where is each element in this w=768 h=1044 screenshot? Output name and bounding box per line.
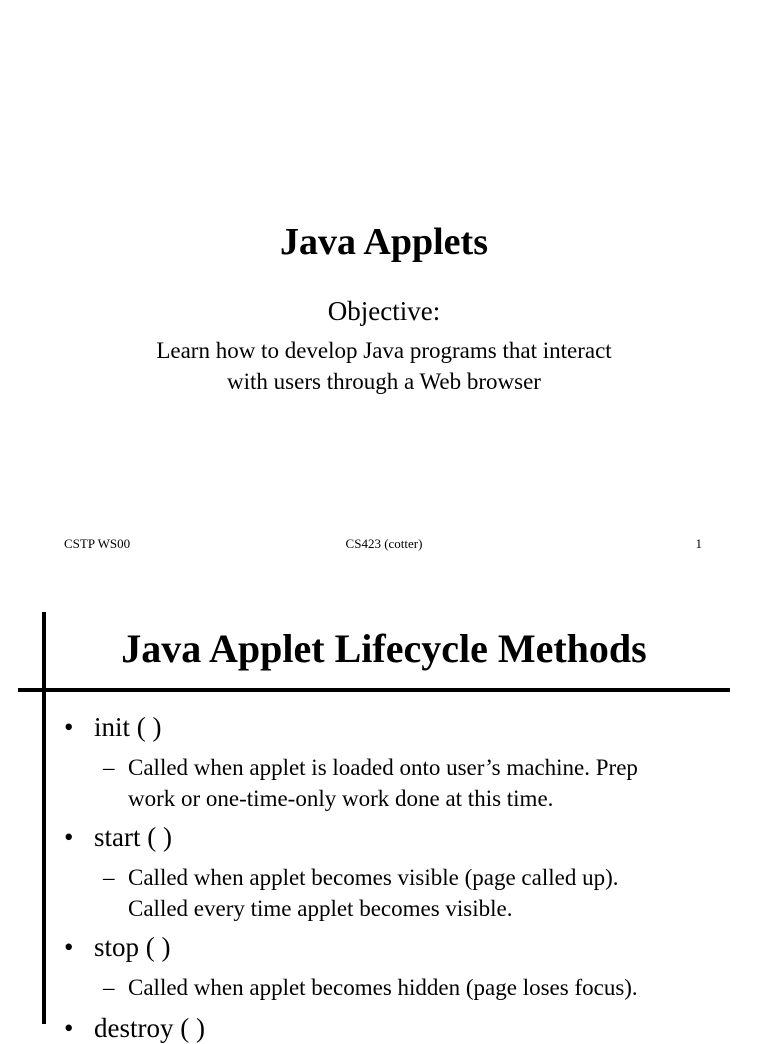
bullet-label: destroy ( )	[94, 1013, 205, 1043]
slide1-description-line: Learn how to develop Java programs that interact	[156, 338, 612, 363]
detail-line: Called when applet becomes visible (page called up).	[128, 865, 619, 890]
footer-page-number: 1	[695, 536, 702, 551]
bullet-detail	[103, 972, 723, 1003]
detail-line: work or one-time-only work done at this time.	[128, 786, 554, 811]
bullet-label: stop ( )	[94, 932, 171, 962]
bullet-label: start ( )	[94, 822, 172, 852]
bullet-glyph: •	[64, 822, 74, 852]
bullet-item	[64, 711, 162, 743]
slide1-title: Java Applets	[280, 221, 488, 263]
bullet-item	[64, 821, 172, 853]
footer-center: CS423 (cotter)	[345, 536, 423, 551]
bullet-label: init ( )	[94, 712, 162, 742]
slide1-description-line: with users through a Web browser	[227, 369, 541, 394]
bullet-glyph: •	[64, 712, 74, 742]
dash-glyph: –	[103, 865, 115, 890]
detail-line: Called when applet becomes hidden (page loses focus).	[128, 975, 638, 1000]
slide2-title: Java Applet Lifecycle Methods	[121, 626, 647, 671]
bullet-glyph: •	[64, 1013, 74, 1043]
detail-line: Called when applet is loaded onto user’s machine. Prep	[128, 755, 638, 780]
footer-left: CSTP WS00	[64, 536, 131, 551]
dash-glyph: –	[103, 755, 115, 780]
bullet-item	[64, 931, 171, 963]
bullet-detail	[103, 862, 723, 924]
detail-line: Called every time applet becomes visible.	[128, 896, 513, 921]
bullet-glyph: •	[64, 932, 74, 962]
bullet-item	[64, 1012, 205, 1044]
bullet-detail	[103, 752, 723, 814]
slide1-subtitle: Objective:	[327, 296, 441, 326]
dash-glyph: –	[103, 975, 115, 1000]
